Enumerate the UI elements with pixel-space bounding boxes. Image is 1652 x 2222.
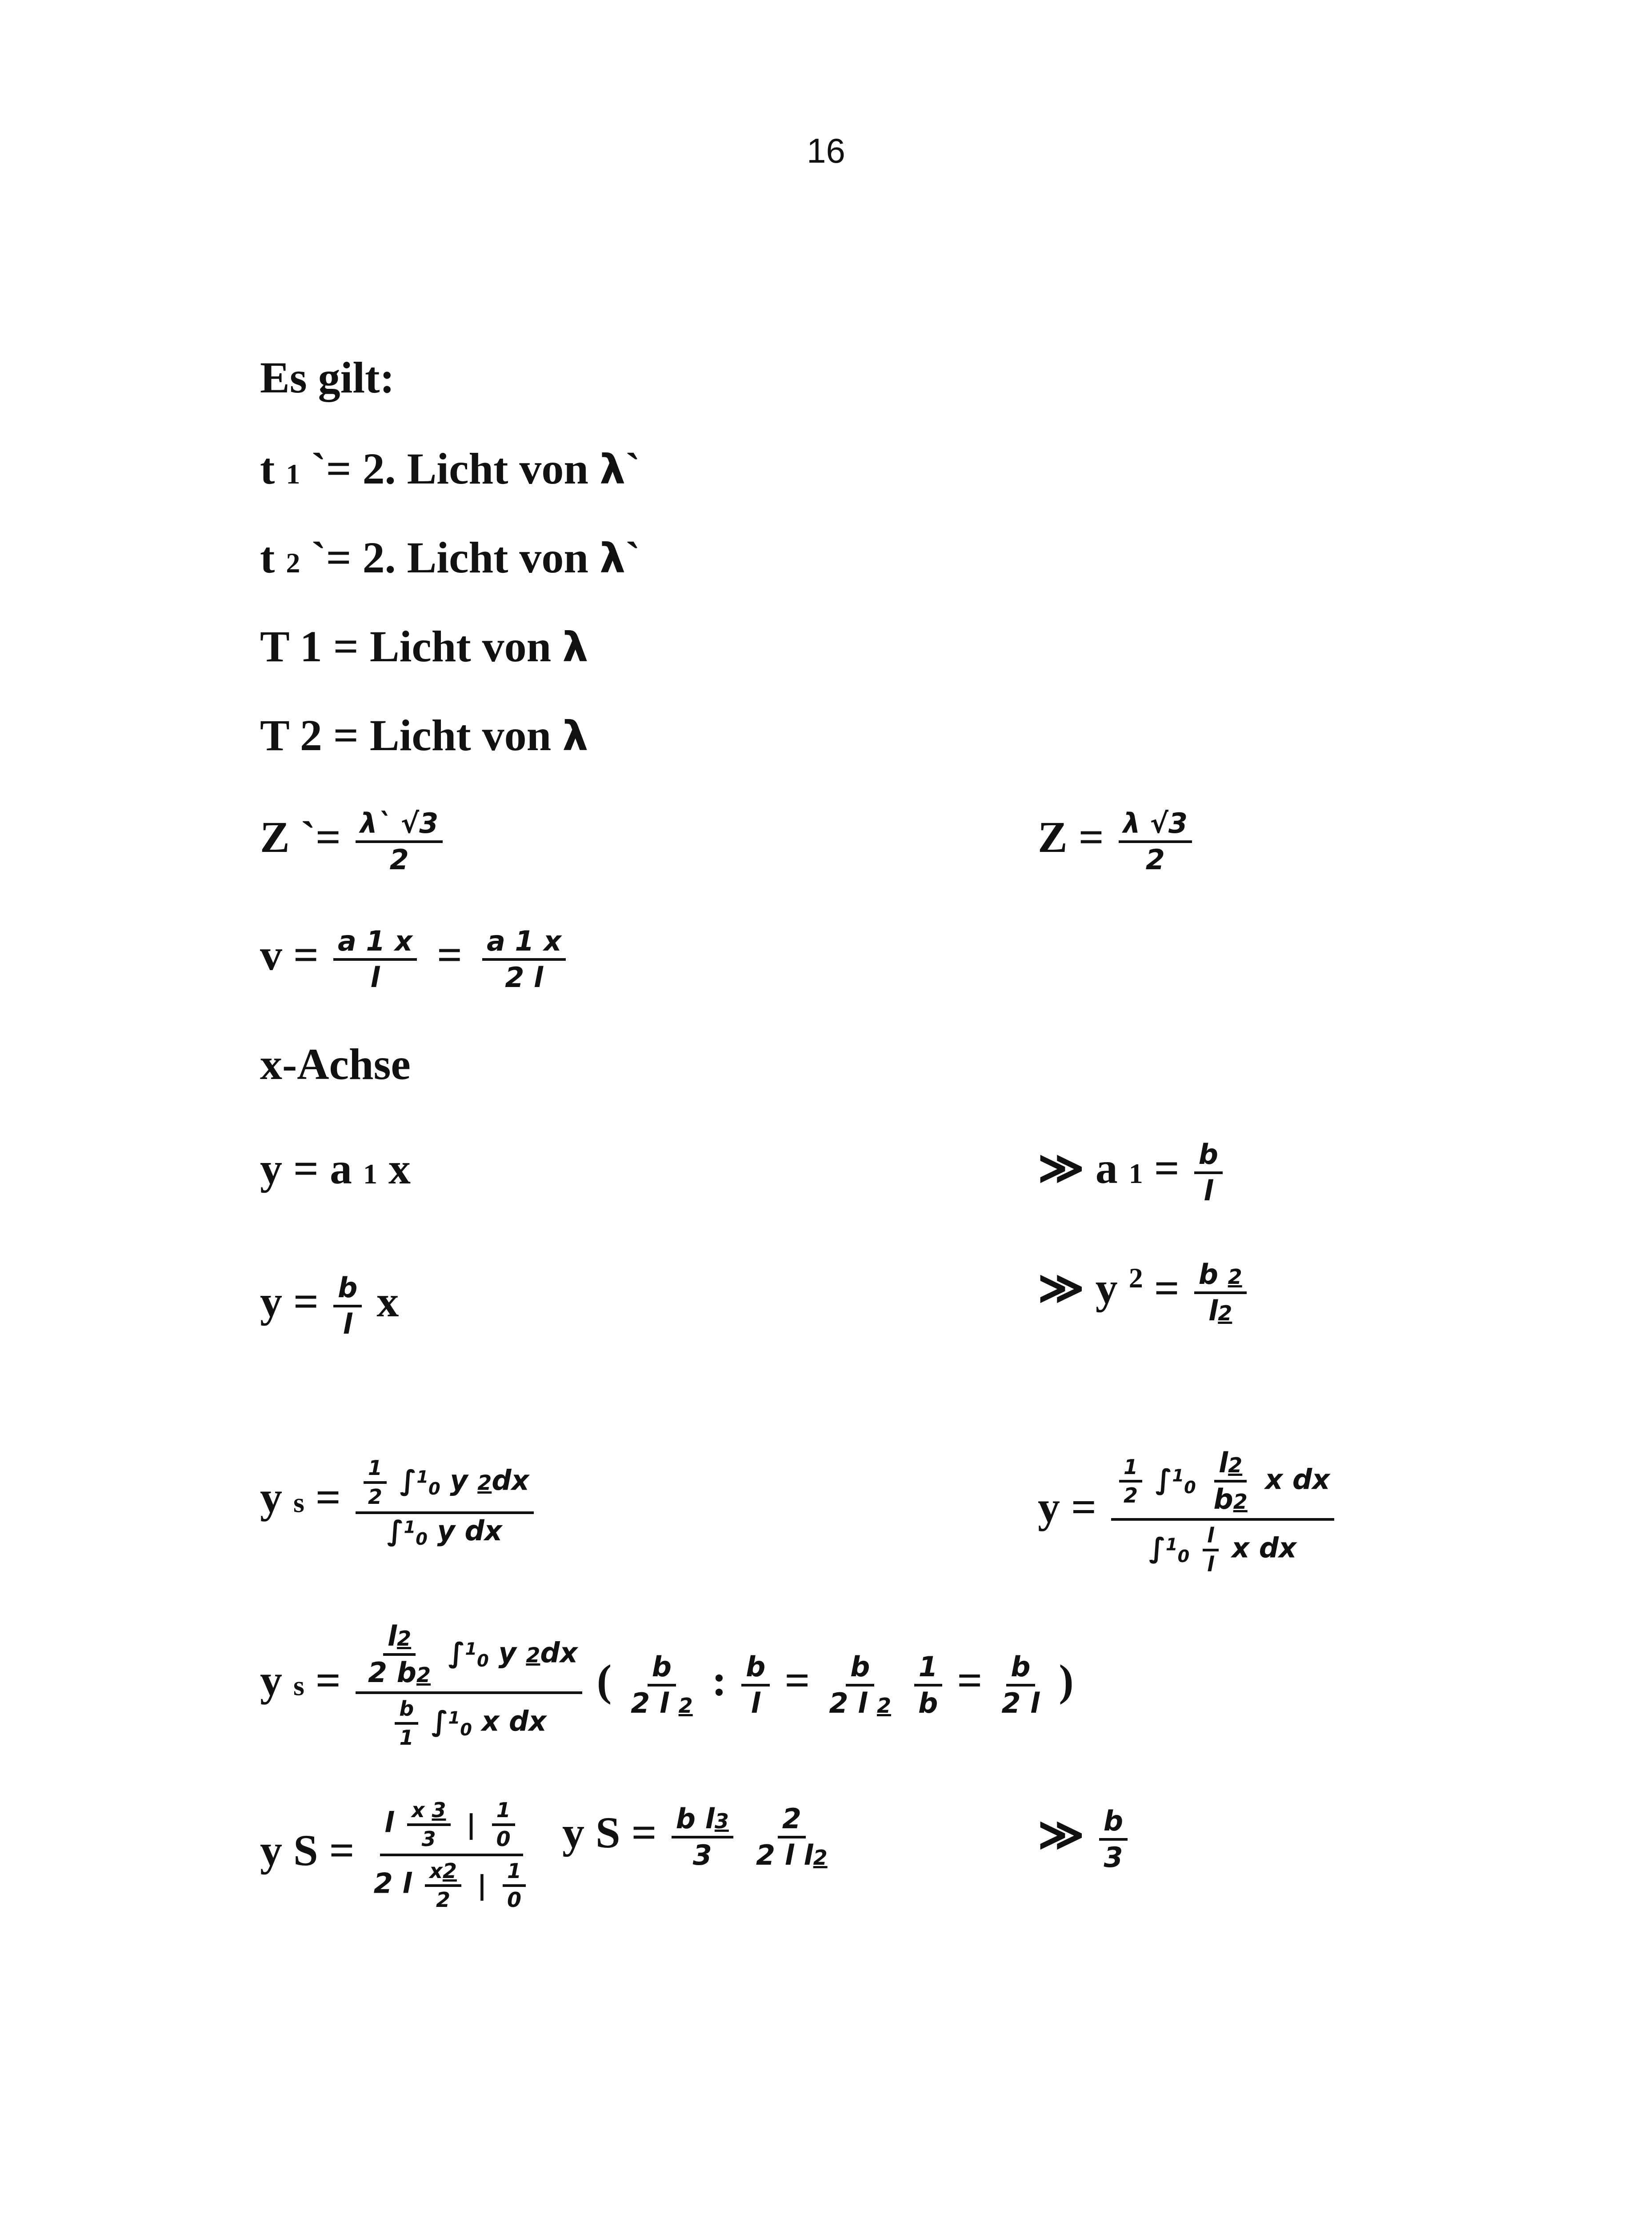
- S-variable: S: [596, 1808, 620, 1858]
- b-over-2l-fraction: $\frac{b}{2 l}$: [1001, 1650, 1040, 1719]
- a1-fraction: [1194, 1138, 1223, 1208]
- l-over-l-fraction: $\frac{l}{l}$: [1203, 1523, 1219, 1577]
- T2-text: T 2 = Licht von: [260, 711, 552, 760]
- eq-y-squared: [1038, 1258, 1250, 1328]
- fraction-numerator: b: [1194, 1138, 1223, 1174]
- T1-text: T 1 = Licht von: [260, 622, 552, 671]
- integral-limits: $^1_0$: [448, 1708, 472, 1740]
- lambda-symbol: λ: [600, 446, 626, 493]
- fraction-denominator: l: [343, 1308, 352, 1341]
- bl3-over-3-fraction: $\frac{\text{b l3}}{3}$: [672, 1802, 733, 1872]
- fraction-denominator: $\frac{b}{1}$ ∫$^1_0$ x dx: [387, 1694, 551, 1752]
- half-fraction: $\frac{1}{2}$: [1119, 1454, 1142, 1509]
- v-lhs: v =: [260, 930, 319, 980]
- y-variable: y: [260, 1472, 282, 1522]
- line-t1: [260, 444, 640, 493]
- eq-v: [260, 924, 569, 995]
- fraction-numerator: λ √3: [1119, 807, 1192, 843]
- y-variable: y: [260, 1826, 282, 1875]
- t-letter: t: [260, 533, 275, 582]
- y-right-fraction: [1111, 1444, 1334, 1579]
- z-fraction: [1119, 807, 1192, 877]
- line-T2: [260, 713, 588, 758]
- equals-sign: =: [1154, 1143, 1180, 1193]
- fraction-numerator: $\frac{1}{2}$ ∫$^1_0$ y 2dx: [356, 1453, 534, 1514]
- fraction-numerator: l $\frac{x 3}{3}$ | $\frac{1}{0}$: [380, 1795, 523, 1856]
- t1-text: `= 2. Licht von: [311, 444, 588, 493]
- a-subscript: 1: [363, 1158, 377, 1190]
- fraction-denominator: 2 l $\frac{x2}{2}$ | $\frac{1}{0}$: [369, 1856, 534, 1914]
- S-variable: S: [293, 1826, 318, 1875]
- s-subscript: s: [293, 1670, 304, 1702]
- fraction-denominator: ∫$^1_0$ y dx: [387, 1515, 502, 1550]
- y-variable: y: [562, 1808, 584, 1858]
- b-over-3-fraction: $\frac{b}{3}$: [1099, 1804, 1128, 1874]
- eq-y-a1x: [260, 1144, 411, 1193]
- eq-ys-4: [562, 1802, 836, 1872]
- eq-a1: [1038, 1138, 1226, 1208]
- 2-over-2ll2-fraction: $\frac{2}{\text{2 l l2}}$: [756, 1802, 828, 1872]
- fraction-denominator: 2 l: [505, 961, 544, 994]
- v-fraction-2: [482, 924, 566, 995]
- b-over-l-fraction: [333, 1271, 362, 1341]
- y-lhs: y =: [260, 1277, 319, 1327]
- equals-sign: =: [315, 1655, 341, 1705]
- integral-limits: $^1_0$: [1165, 1535, 1190, 1567]
- t-subscript: 2: [286, 547, 300, 579]
- fraction-denominator: l: [1204, 1175, 1213, 1207]
- final-result: [1038, 1804, 1131, 1874]
- lambda-symbol: λ: [600, 535, 626, 582]
- x-axis-heading: x-Achse: [260, 1039, 411, 1089]
- t2-text: `= 2. Licht von: [311, 533, 588, 582]
- t-subscript: 1: [286, 458, 300, 490]
- colon: :: [712, 1655, 727, 1705]
- b-over-1-fraction: $\frac{b}{1}$: [395, 1696, 418, 1750]
- eq-ys-2: [260, 1618, 1074, 1753]
- line-t2: [260, 533, 640, 582]
- implies-arrow: ≫: [1038, 1143, 1084, 1193]
- fraction-numerator: b: [333, 1271, 362, 1307]
- evaluation-limits: $\frac{1}{0}$: [503, 1858, 526, 1913]
- integral-sign: ∫: [387, 1515, 404, 1547]
- ys2-main-fraction: [356, 1618, 582, 1753]
- fraction-numerator: a 1 x: [482, 924, 566, 961]
- y-superscript: 2: [1128, 1262, 1143, 1294]
- integral-limits: $^1_0$: [1172, 1466, 1196, 1498]
- z-prime-fraction: [356, 807, 443, 877]
- fraction-numerator: $\frac{1}{2}$ ∫$^1_0$ $\frac{l2}{b2}$ x dx: [1111, 1444, 1334, 1521]
- paren-close: ): [1059, 1655, 1074, 1705]
- implies-arrow: ≫: [1038, 1263, 1084, 1313]
- fraction-denominator: 2: [389, 843, 409, 876]
- x2-over-2-fraction: $\frac{x2}{2}$: [425, 1858, 461, 1913]
- equals-sign: =: [957, 1655, 983, 1705]
- fraction-denominator: l: [370, 961, 380, 994]
- eq-ys-3: [260, 1795, 537, 1914]
- 1-over-b-fraction: $\frac{1}{b}$: [914, 1650, 942, 1720]
- x-variable: x: [376, 1277, 399, 1327]
- fraction-denominator: 2: [1145, 843, 1165, 876]
- integral-sign: ∫: [448, 1636, 465, 1669]
- integral-sign: ∫: [400, 1464, 417, 1497]
- t-letter: t: [260, 444, 275, 493]
- y-variable: y: [1095, 1263, 1118, 1313]
- a-variable: a: [1095, 1143, 1118, 1193]
- eq-z-prime: [260, 807, 446, 877]
- equals-sign: =: [315, 1472, 341, 1522]
- eq-y-bx: [260, 1271, 399, 1341]
- ys3-fraction: [369, 1795, 534, 1914]
- fraction-denominator: l2: [1208, 1295, 1232, 1327]
- ys-fraction: [356, 1453, 534, 1551]
- eq-ys-1: [260, 1453, 537, 1551]
- v-fraction-1: [333, 924, 417, 995]
- paren-open: (: [596, 1655, 612, 1705]
- b-over-2l2-fraction: $\frac{b}{2 l 2}$: [631, 1650, 693, 1719]
- l2-over-b2-fraction: $\frac{l2}{b2}$: [1213, 1447, 1248, 1516]
- half-fraction: $\frac{1}{2}$: [364, 1455, 387, 1510]
- eq-z: [1038, 807, 1196, 877]
- l2-over-2b2-fraction: $\frac{l2}{2 b2}$: [368, 1620, 431, 1689]
- integral-limits: $^1_0$: [404, 1517, 428, 1550]
- integral-sign: ∫: [1155, 1463, 1172, 1496]
- implies-arrow: ≫: [1038, 1810, 1084, 1860]
- integral-sign: ∫: [1149, 1532, 1166, 1565]
- y-lhs: y =: [1038, 1482, 1096, 1532]
- lambda-symbol: λ: [562, 623, 588, 671]
- b2-over-l2-fraction: [1194, 1258, 1247, 1328]
- equals-sign: =: [437, 930, 463, 980]
- b-over-2l2-fraction-2: $\frac{b}{2 l 2}$: [829, 1650, 891, 1719]
- prime-mark: `: [625, 444, 640, 493]
- s-subscript: s: [293, 1487, 304, 1519]
- z-prime-lhs: Z `=: [260, 812, 341, 862]
- integral-limits: $^1_0$: [465, 1639, 489, 1671]
- y-variable: y: [260, 1655, 282, 1705]
- equals-sign: =: [329, 1826, 355, 1875]
- line-T1: [260, 624, 588, 669]
- evaluation-limits: $\frac{1}{0}$: [492, 1797, 515, 1852]
- fraction-numerator: a 1 x: [333, 924, 417, 961]
- evaluation-bar: |: [477, 1870, 487, 1901]
- b-over-l-fraction: $\frac{b}{l}$: [741, 1650, 770, 1720]
- intro-heading: Es gilt:: [260, 353, 395, 402]
- x3-over-3-fraction: $\frac{x 3}{3}$: [407, 1797, 451, 1852]
- a-subscript: 1: [1128, 1158, 1143, 1190]
- y-a-text: y = a: [260, 1144, 352, 1193]
- integral-limits: $^1_0$: [416, 1467, 440, 1499]
- equals-sign: =: [784, 1655, 810, 1705]
- page-number: 16: [807, 131, 845, 170]
- integral-sign: ∫: [431, 1705, 448, 1738]
- x-variable: x: [388, 1144, 411, 1193]
- evaluation-bar: |: [466, 1809, 476, 1840]
- lambda-symbol: λ: [562, 712, 588, 760]
- fraction-numerator: b 2: [1194, 1258, 1247, 1294]
- prime-mark: `: [625, 533, 640, 582]
- fraction-numerator: $\frac{l2}{2 b2}$ ∫$^1_0$ y 2dx: [356, 1618, 582, 1694]
- z-lhs: Z =: [1038, 812, 1104, 862]
- fraction-numerator: λ` √3: [356, 807, 443, 843]
- equals-sign: =: [1154, 1263, 1180, 1313]
- fraction-denominator: ∫$^1_0$ $\frac{l}{l}$ x dx: [1144, 1521, 1301, 1579]
- eq-y-right: [1038, 1444, 1338, 1579]
- equals-sign: =: [631, 1808, 657, 1858]
